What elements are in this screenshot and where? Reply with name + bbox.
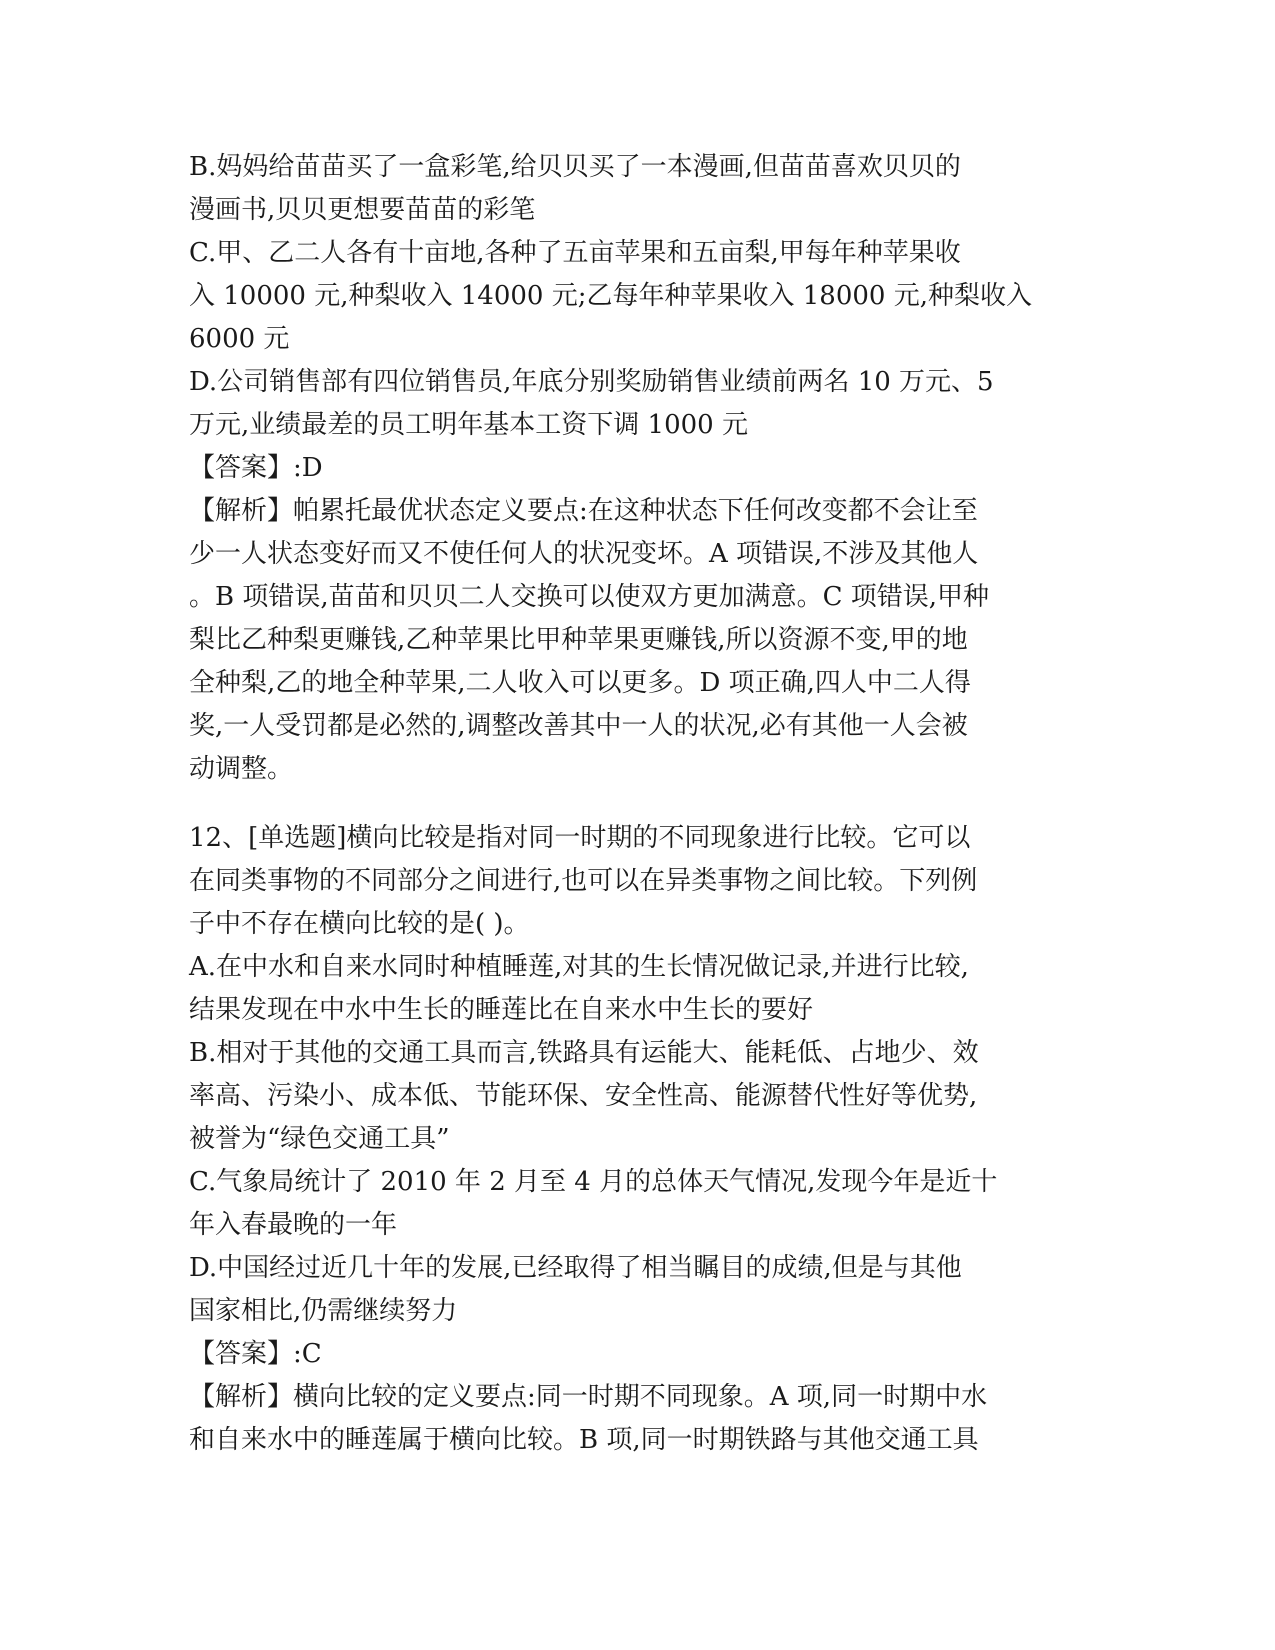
- analysis-line: 【解析】横向比较的定义要点:同一时期不同现象。A 项,同一时期中水: [189, 1382, 988, 1412]
- answer-line: 【答案】:D: [189, 453, 323, 483]
- text-line: 率高、污染小、成本低、节能环保、安全性高、能源替代性好等优势,: [189, 1081, 978, 1111]
- question-11-continued: [189, 146, 1089, 791]
- text-line: 梨比乙种梨更赚钱,乙种苹果比甲种苹果更赚钱,所以资源不变,甲的地: [189, 625, 968, 655]
- text-line: 漫画书,贝贝更想要苗苗的彩笔: [189, 195, 536, 225]
- text-line: 万元,业绩最差的员工明年基本工资下调 1000 元: [189, 410, 748, 440]
- document-page: [189, 146, 1089, 1462]
- text-line: 结果发现在中水中生长的睡莲比在自来水中生长的要好: [189, 995, 814, 1025]
- text-line: C.甲、乙二人各有十亩地,各种了五亩苹果和五亩梨,甲每年种苹果收: [189, 238, 961, 268]
- option-b-line: B.相对于其他的交通工具而言,铁路具有运能大、能耗低、占地少、效: [189, 1038, 979, 1068]
- text-line: B.妈妈给苗苗买了一盒彩笔,给贝贝买了一本漫画,但苗苗喜欢贝贝的: [189, 152, 961, 182]
- text-line: 奖,一人受罚都是必然的,调整改善其中一人的状况,必有其他一人会被: [189, 711, 968, 741]
- text-line: 入 10000 元,种梨收入 14000 元;乙每年种苹果收入 18000 元,种梨收入: [189, 281, 1033, 311]
- text-line: D.公司销售部有四位销售员,年底分别奖励销售业绩前两名 10 万元、5: [189, 367, 994, 397]
- analysis-line: 【解析】帕累托最优状态定义要点:在这种状态下任何改变都不会让至: [189, 496, 978, 526]
- text-line: 和自来水中的睡莲属于横向比较。B 项,同一时期铁路与其他交通工具: [189, 1425, 979, 1455]
- text-line: 6000 元: [189, 324, 290, 354]
- text-line: 子中不存在横向比较的是( )。: [189, 909, 530, 939]
- option-a-line: A.在中水和自来水同时种植睡莲,对其的生长情况做记录,并进行比较,: [189, 952, 969, 982]
- text-line: 在同类事物的不同部分之间进行,也可以在异类事物之间比较。下列例: [189, 866, 978, 896]
- option-c-line: C.气象局统计了 2010 年 2 月至 4 月的总体天气情况,发现今年是近十: [189, 1167, 998, 1197]
- text-line: 国家相比,仍需继续努力: [189, 1296, 458, 1326]
- section-gap: [189, 791, 1089, 817]
- option-d-line: D.中国经过近几十年的发展,已经取得了相当瞩目的成绩,但是与其他: [189, 1253, 962, 1283]
- text-line: 被誉为“绿色交通工具”: [189, 1124, 450, 1154]
- answer-line: 【答案】:C: [189, 1339, 322, 1369]
- text-line: 年入春最晚的一年: [189, 1210, 398, 1240]
- text-line: 全种梨,乙的地全种苹果,二人收入可以更多。D 项正确,四人中二人得: [189, 668, 971, 698]
- text-line: 少一人状态变好而又不使任何人的状况变坏。A 项错误,不涉及其他人: [189, 539, 979, 569]
- text-line: 。B 项错误,苗苗和贝贝二人交换可以使双方更加满意。C 项错误,甲种: [189, 582, 990, 612]
- question-12: [189, 817, 1089, 1462]
- question-stem-line: 12、[单选题]横向比较是指对同一时期的不同现象进行比较。它可以: [189, 823, 971, 853]
- text-line: 动调整。: [189, 754, 294, 784]
